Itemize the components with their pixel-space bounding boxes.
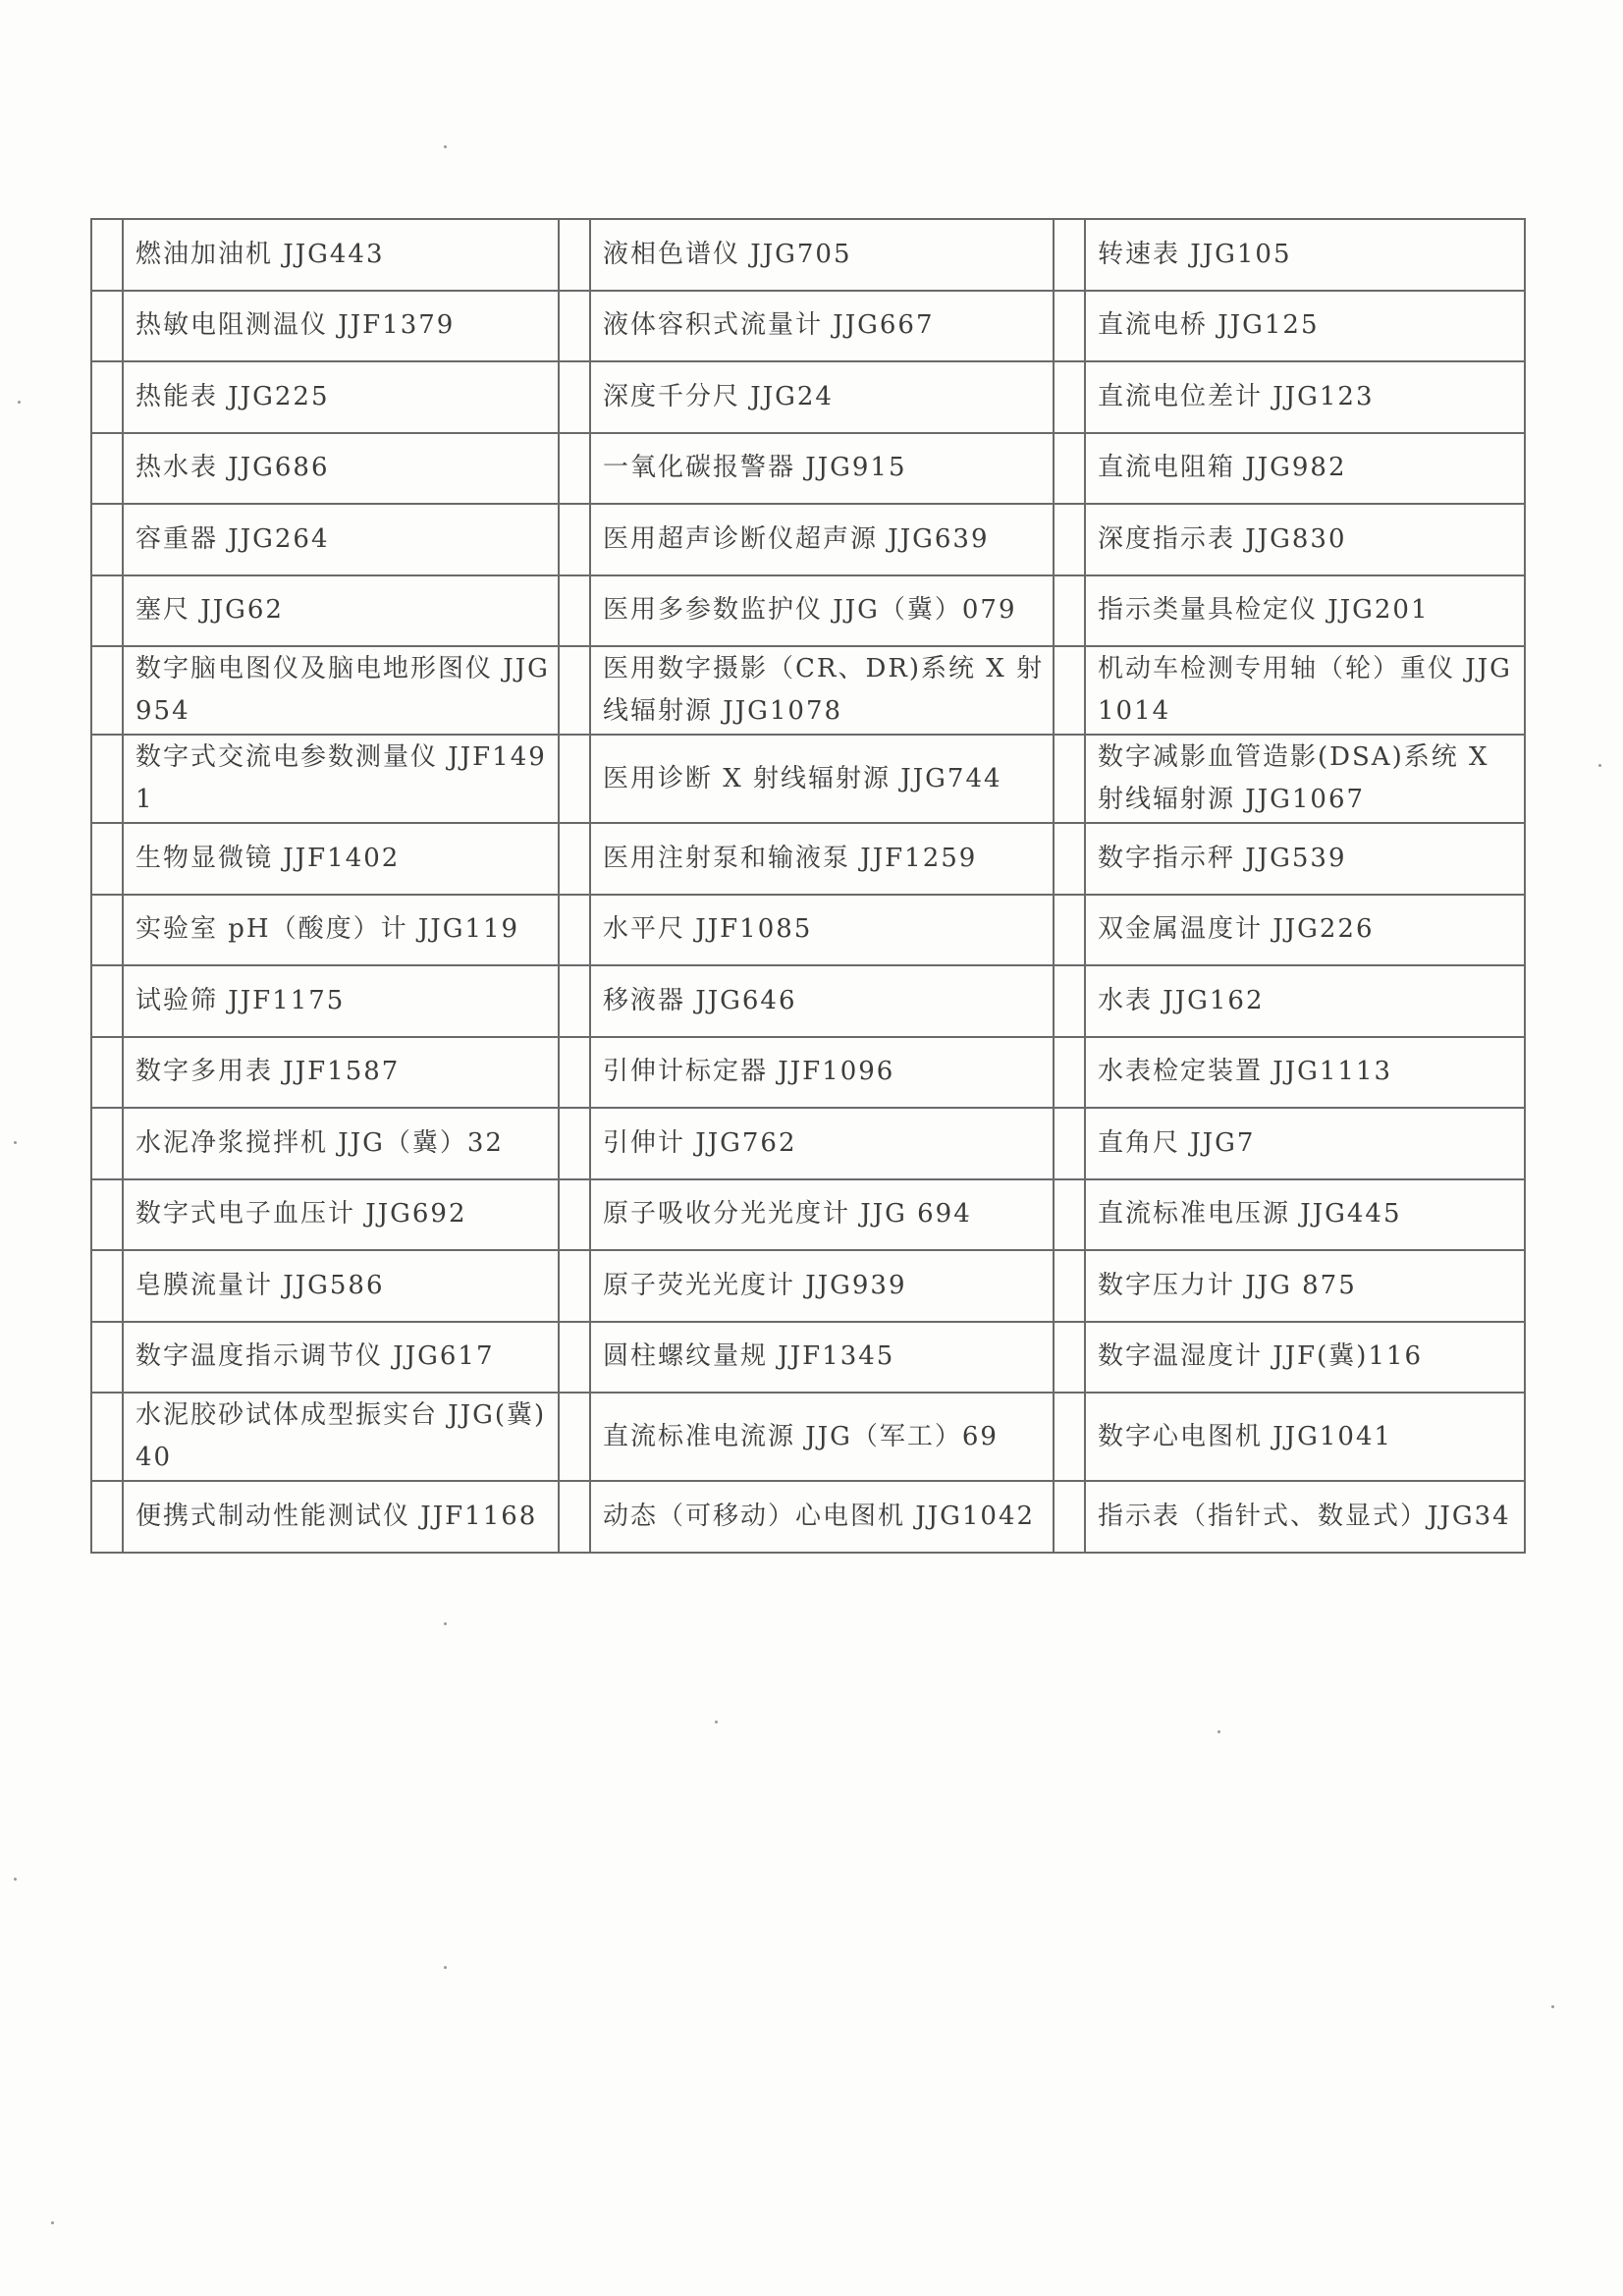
index-cell bbox=[559, 504, 590, 575]
instrument-cell: 数字式电子血压计 JJG692 bbox=[123, 1179, 559, 1251]
index-cell bbox=[559, 1481, 590, 1553]
scan-speck bbox=[14, 1141, 17, 1144]
table-row bbox=[91, 1322, 1525, 1394]
index-cell bbox=[91, 1481, 123, 1553]
index-cell bbox=[559, 219, 590, 291]
index-cell bbox=[559, 895, 590, 966]
table-row bbox=[91, 219, 1525, 291]
instrument-cell: 医用多参数监护仪 JJG（冀）079 bbox=[590, 575, 1054, 647]
index-cell bbox=[91, 291, 123, 362]
index-cell bbox=[559, 965, 590, 1037]
instrument-cell: 一氧化碳报警器 JJG915 bbox=[590, 433, 1054, 505]
index-cell bbox=[1054, 735, 1085, 823]
scan-speck bbox=[444, 1966, 447, 1969]
index-cell bbox=[1054, 823, 1085, 895]
index-cell bbox=[559, 361, 590, 433]
index-cell bbox=[1054, 1179, 1085, 1251]
index-cell bbox=[91, 1250, 123, 1322]
index-cell bbox=[559, 433, 590, 505]
instrument-cell: 水平尺 JJF1085 bbox=[590, 895, 1054, 966]
instrument-cell: 圆柱螺纹量规 JJF1345 bbox=[590, 1322, 1054, 1394]
instrument-cell: 容重器 JJG264 bbox=[123, 504, 559, 575]
instrument-cell: 数字压力计 JJG 875 bbox=[1085, 1250, 1525, 1322]
instrument-cell: 水泥净浆搅拌机 JJG（冀）32 bbox=[123, 1108, 559, 1179]
instrument-cell: 数字减影血管造影(DSA)系统 X 射线辐射源 JJG1067 bbox=[1085, 735, 1525, 823]
table-row bbox=[91, 1481, 1525, 1553]
index-cell bbox=[559, 735, 590, 823]
index-cell bbox=[559, 1179, 590, 1251]
instrument-cell: 原子荧光光度计 JJG939 bbox=[590, 1250, 1054, 1322]
scan-speck bbox=[444, 1622, 447, 1625]
scan-speck bbox=[1217, 1730, 1220, 1733]
instrument-cell: 数字温湿度计 JJF(冀)116 bbox=[1085, 1322, 1525, 1394]
table-row bbox=[91, 1393, 1525, 1481]
instrument-cell: 数字脑电图仪及脑电地形图仪 JJG954 bbox=[123, 646, 559, 735]
scan-speck bbox=[1551, 2005, 1554, 2008]
instrument-cell: 水泥胶砂试体成型振实台 JJG(冀)40 bbox=[123, 1393, 559, 1481]
instrument-cell: 机动车检测专用轴（轮）重仪 JJG 1014 bbox=[1085, 646, 1525, 735]
instrument-cell: 直流电桥 JJG125 bbox=[1085, 291, 1525, 362]
table-row bbox=[91, 823, 1525, 895]
table-body bbox=[91, 219, 1525, 1553]
instrument-cell: 移液器 JJG646 bbox=[590, 965, 1054, 1037]
index-cell bbox=[91, 433, 123, 505]
index-cell bbox=[91, 646, 123, 735]
index-cell bbox=[559, 291, 590, 362]
index-cell bbox=[91, 895, 123, 966]
index-cell bbox=[91, 504, 123, 575]
table-row bbox=[91, 291, 1525, 362]
scan-speck bbox=[51, 2221, 54, 2224]
instrument-cell: 热敏电阻测温仪 JJF1379 bbox=[123, 291, 559, 362]
instrument-cell: 直流标准电压源 JJG445 bbox=[1085, 1179, 1525, 1251]
index-cell bbox=[1054, 965, 1085, 1037]
table-row bbox=[91, 1179, 1525, 1251]
table-row bbox=[91, 965, 1525, 1037]
index-cell bbox=[1054, 1393, 1085, 1481]
instrument-cell: 直角尺 JJG7 bbox=[1085, 1108, 1525, 1179]
instrument-cell: 医用超声诊断仪超声源 JJG639 bbox=[590, 504, 1054, 575]
index-cell bbox=[1054, 361, 1085, 433]
index-cell bbox=[1054, 504, 1085, 575]
scan-speck bbox=[444, 145, 447, 148]
table-row bbox=[91, 575, 1525, 647]
scan-speck bbox=[1598, 764, 1601, 767]
instrument-cell: 数字式交流电参数测量仪 JJF1491 bbox=[123, 735, 559, 823]
table-row bbox=[91, 646, 1525, 735]
table-row bbox=[91, 895, 1525, 966]
index-cell bbox=[1054, 219, 1085, 291]
scan-speck bbox=[18, 401, 21, 404]
instrument-cell: 数字心电图机 JJG1041 bbox=[1085, 1393, 1525, 1481]
table-row bbox=[91, 361, 1525, 433]
index-cell bbox=[91, 1179, 123, 1251]
index-cell bbox=[1054, 646, 1085, 735]
index-cell bbox=[1054, 1037, 1085, 1109]
index-cell bbox=[1054, 433, 1085, 505]
instrument-cell: 数字多用表 JJF1587 bbox=[123, 1037, 559, 1109]
index-cell bbox=[559, 1322, 590, 1394]
table-row bbox=[91, 433, 1525, 505]
instrument-cell: 原子吸收分光光度计 JJG 694 bbox=[590, 1179, 1054, 1251]
index-cell bbox=[91, 823, 123, 895]
index-cell bbox=[1054, 291, 1085, 362]
index-cell bbox=[91, 361, 123, 433]
instrument-cell: 水表 JJG162 bbox=[1085, 965, 1525, 1037]
instrument-cell: 数字温度指示调节仪 JJG617 bbox=[123, 1322, 559, 1394]
instrument-cell: 液体容积式流量计 JJG667 bbox=[590, 291, 1054, 362]
index-cell bbox=[559, 1250, 590, 1322]
instrument-cell: 医用数字摄影（CR、DR)系统 X 射线辐射源 JJG1078 bbox=[590, 646, 1054, 735]
instrument-cell: 医用诊断 X 射线辐射源 JJG744 bbox=[590, 735, 1054, 823]
index-cell bbox=[91, 1393, 123, 1481]
instrument-cell: 生物显微镜 JJF1402 bbox=[123, 823, 559, 895]
index-cell bbox=[1054, 1250, 1085, 1322]
index-cell bbox=[91, 1108, 123, 1179]
instrument-cell: 动态（可移动）心电图机 JJG1042 bbox=[590, 1481, 1054, 1553]
index-cell bbox=[559, 646, 590, 735]
index-cell bbox=[559, 575, 590, 647]
index-cell bbox=[91, 1037, 123, 1109]
scan-speck bbox=[14, 1878, 17, 1881]
instrument-cell: 直流标准电流源 JJG（军工）69 bbox=[590, 1393, 1054, 1481]
scan-speck bbox=[715, 1721, 718, 1723]
index-cell bbox=[91, 219, 123, 291]
index-cell bbox=[559, 1393, 590, 1481]
instrument-cell: 热水表 JJG686 bbox=[123, 433, 559, 505]
instrument-cell: 医用注射泵和输液泵 JJF1259 bbox=[590, 823, 1054, 895]
instrument-cell: 热能表 JJG225 bbox=[123, 361, 559, 433]
instrument-cell: 液相色谱仪 JJG705 bbox=[590, 219, 1054, 291]
instrument-cell: 实验室 pH（酸度）计 JJG119 bbox=[123, 895, 559, 966]
instrument-cell: 引伸计 JJG762 bbox=[590, 1108, 1054, 1179]
instrument-cell: 引伸计标定器 JJF1096 bbox=[590, 1037, 1054, 1109]
instrument-cell: 塞尺 JJG62 bbox=[123, 575, 559, 647]
table-row bbox=[91, 1250, 1525, 1322]
instrument-cell: 转速表 JJG105 bbox=[1085, 219, 1525, 291]
instrument-cell: 试验筛 JJF1175 bbox=[123, 965, 559, 1037]
instrument-cell: 深度指示表 JJG830 bbox=[1085, 504, 1525, 575]
instrument-cell: 直流电位差计 JJG123 bbox=[1085, 361, 1525, 433]
index-cell bbox=[91, 575, 123, 647]
index-cell bbox=[1054, 1481, 1085, 1553]
index-cell bbox=[1054, 895, 1085, 966]
instrument-cell: 便携式制动性能测试仪 JJF1168 bbox=[123, 1481, 559, 1553]
table-row bbox=[91, 735, 1525, 823]
table-row bbox=[91, 504, 1525, 575]
table-row bbox=[91, 1037, 1525, 1109]
instrument-cell: 皂膜流量计 JJG586 bbox=[123, 1250, 559, 1322]
index-cell bbox=[1054, 1108, 1085, 1179]
instrument-cell: 直流电阻箱 JJG982 bbox=[1085, 433, 1525, 505]
instrument-cell: 燃油加油机 JJG443 bbox=[123, 219, 559, 291]
instrument-standards-table bbox=[90, 218, 1526, 1554]
index-cell bbox=[559, 1037, 590, 1109]
instrument-cell: 双金属温度计 JJG226 bbox=[1085, 895, 1525, 966]
index-cell bbox=[1054, 1322, 1085, 1394]
index-cell bbox=[559, 823, 590, 895]
instrument-cell: 指示表（指针式、数显式）JJG34 bbox=[1085, 1481, 1525, 1553]
instrument-cell: 数字指示秤 JJG539 bbox=[1085, 823, 1525, 895]
index-cell bbox=[559, 1108, 590, 1179]
instrument-cell: 水表检定装置 JJG1113 bbox=[1085, 1037, 1525, 1109]
index-cell bbox=[91, 735, 123, 823]
index-cell bbox=[91, 965, 123, 1037]
index-cell bbox=[1054, 575, 1085, 647]
index-cell bbox=[91, 1322, 123, 1394]
table-row bbox=[91, 1108, 1525, 1179]
instrument-cell: 深度千分尺 JJG24 bbox=[590, 361, 1054, 433]
instrument-cell: 指示类量具检定仪 JJG201 bbox=[1085, 575, 1525, 647]
